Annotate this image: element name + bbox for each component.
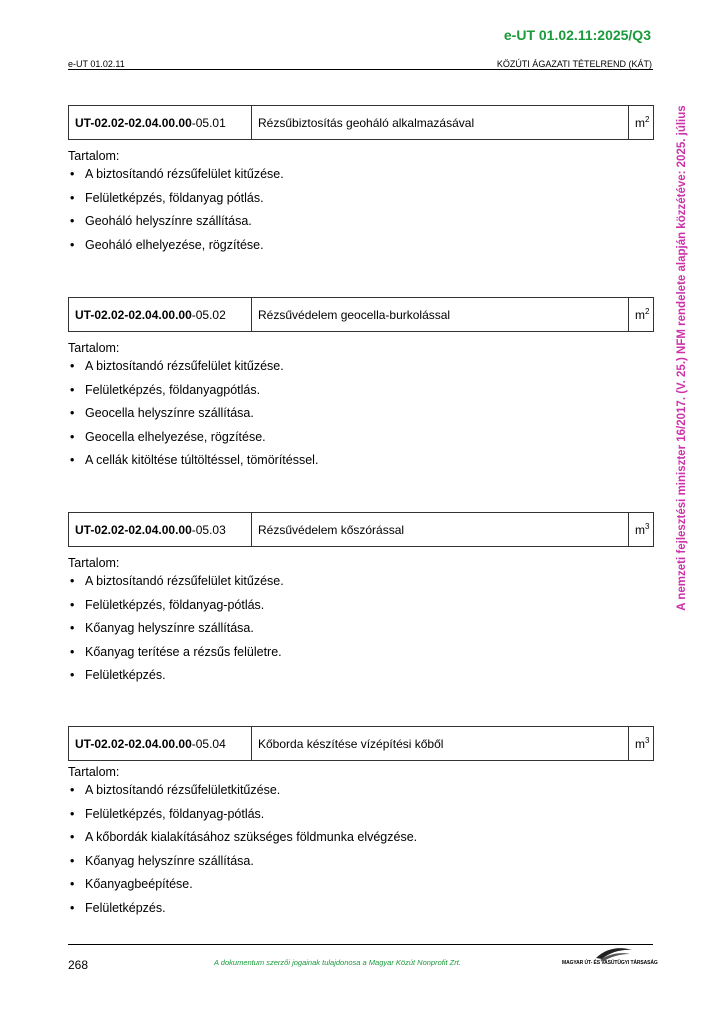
item-code-main: UT-02.02-02.04.00.00 xyxy=(75,736,192,751)
item-code xyxy=(69,106,252,140)
bullet-icon: • xyxy=(70,621,75,635)
header-left: e-UT 01.02.11 xyxy=(68,59,125,69)
organization-logo xyxy=(562,946,658,968)
bullet-icon: • xyxy=(70,853,75,868)
list-item xyxy=(68,379,654,403)
bullet-icon: • xyxy=(70,190,75,205)
list-item xyxy=(68,664,654,688)
content-label: Tartalom: xyxy=(68,765,120,779)
list-item-text: Felületképzés, földanyagpótlás. xyxy=(85,382,261,397)
list-item-text: Geoháló helyszínre szállítása. xyxy=(85,214,252,228)
unit-base: m xyxy=(635,737,645,751)
item-title: Rézsűbiztosítás geoháló alkalmazásával xyxy=(252,106,629,140)
list-item-text: A biztosítandó rézsűfelületkitűzése. xyxy=(85,783,281,797)
unit-base: m xyxy=(635,308,645,322)
item-code xyxy=(69,513,252,547)
bullet-icon: • xyxy=(70,359,75,373)
bullet-icon: • xyxy=(70,877,75,891)
item-unit xyxy=(629,298,654,332)
list-item-text: A biztosítandó rézsűfelület kitűzése. xyxy=(85,574,284,588)
header-divider xyxy=(68,69,653,70)
list-item xyxy=(68,187,654,211)
list-item-text: Felületképzés, földanyag pótlás. xyxy=(85,190,264,205)
item-code-main: UT-02.02-02.04.00.00 xyxy=(75,115,192,130)
item-code-suffix: -05.03 xyxy=(191,522,226,537)
item-code-main: UT-02.02-02.04.00.00 xyxy=(75,522,192,537)
item-code-suffix: -05.01 xyxy=(191,115,226,130)
unit-exponent: 3 xyxy=(645,736,650,745)
item-title: Rézsűvédelem geocella-burkolással xyxy=(252,298,629,332)
item-code-suffix: -05.04 xyxy=(191,736,226,751)
item-section xyxy=(68,297,654,473)
bullet-icon: • xyxy=(70,830,75,844)
item-section xyxy=(68,512,654,688)
list-item-text: A kőbordák kialakításához szükséges földmunka elvégzése. xyxy=(85,830,418,844)
unit-base: m xyxy=(635,116,645,130)
item-header-table xyxy=(68,297,654,332)
list-item-text: A biztosítandó rézsűfelület kitűzése. xyxy=(85,167,284,181)
list-item-text: Kőanyag terítése a rézsűs felületre. xyxy=(85,644,282,659)
bullet-icon: • xyxy=(70,597,75,612)
list-item xyxy=(68,402,654,426)
page-number: 268 xyxy=(68,958,89,972)
unit-base: m xyxy=(635,523,645,537)
item-code-main: UT-02.02-02.04.00.00 xyxy=(75,307,192,322)
list-item-text: A biztosítandó rézsűfelület kitűzése. xyxy=(85,359,284,373)
bullet-icon: • xyxy=(70,406,75,420)
list-item-text: Felületképzés, földanyag-pótlás. xyxy=(85,806,265,821)
list-item-text: Felületképzés. xyxy=(85,668,166,682)
bullet-icon: • xyxy=(70,214,75,228)
bullet-list xyxy=(68,570,654,688)
unit-exponent: 2 xyxy=(645,307,650,316)
item-title: Kőborda készítése vízépítési kőből xyxy=(252,727,629,761)
item-header-table xyxy=(68,726,654,761)
bullet-icon: • xyxy=(70,453,75,467)
item-section xyxy=(68,105,654,257)
list-item xyxy=(68,779,654,803)
side-publication-note: A nemzeti fejlesztési miniszter 16/2017. (V. 25.) NFM rendelete alapján közzétéve: 2025. július xyxy=(676,105,688,611)
bullet-icon: • xyxy=(70,382,75,397)
list-item xyxy=(68,826,654,850)
item-header-table xyxy=(68,105,654,140)
item-title: Rézsűvédelem kőszórással xyxy=(252,513,629,547)
content-label: Tartalom: xyxy=(68,556,120,570)
list-item-text: Felületképzés. xyxy=(85,900,166,915)
bullet-list xyxy=(68,779,654,920)
header-right: KÖZÚTI ÁGAZATI TÉTELREND (KÁT) xyxy=(496,59,652,69)
doc-code: e-UT 01.02.11:2025/Q3 xyxy=(503,27,651,43)
content-label: Tartalom: xyxy=(68,341,120,355)
item-code xyxy=(69,298,252,332)
list-item-text: A cellák kitöltése túltöltéssel, tömörítéssel. xyxy=(85,453,319,467)
bullet-icon: • xyxy=(70,900,75,915)
list-item-text: Geocella helyszínre szállítása. xyxy=(85,406,254,420)
list-item xyxy=(68,873,654,897)
footer-divider xyxy=(68,944,653,945)
unit-exponent: 3 xyxy=(645,522,650,531)
item-unit xyxy=(629,513,654,547)
list-item xyxy=(68,449,654,473)
list-item xyxy=(68,641,654,665)
content-label: Tartalom: xyxy=(68,149,120,163)
item-section xyxy=(68,726,654,920)
bullet-icon: • xyxy=(70,574,75,588)
list-item-text: Felületképzés, földanyag-pótlás. xyxy=(85,597,265,612)
bullet-icon: • xyxy=(70,167,75,181)
list-item xyxy=(68,803,654,827)
logo-text: MAGYAR ÚT- ÉS VASÚTÜGYI TÁRSASÁG xyxy=(562,960,658,966)
item-code-suffix: -05.02 xyxy=(191,307,226,322)
list-item-text: Kőanyag helyszínre szállítása. xyxy=(85,621,254,635)
bullet-icon: • xyxy=(70,429,75,444)
list-item xyxy=(68,234,654,258)
list-item xyxy=(68,570,654,594)
list-item-text: Geoháló elhelyezése, rögzítése. xyxy=(85,237,264,252)
bullet-icon: • xyxy=(70,806,75,821)
list-item xyxy=(68,617,654,641)
list-item xyxy=(68,163,654,187)
bullet-icon: • xyxy=(70,668,75,682)
bullet-icon: • xyxy=(70,644,75,659)
list-item xyxy=(68,850,654,874)
list-item xyxy=(68,210,654,234)
list-item-text: Geocella elhelyezése, rögzítése. xyxy=(85,429,266,444)
list-item-text: Kőanyag helyszínre szállítása. xyxy=(85,853,254,868)
bullet-list xyxy=(68,355,654,473)
item-unit xyxy=(629,106,654,140)
list-item xyxy=(68,355,654,379)
list-item-text: Kőanyagbeépítése. xyxy=(85,877,193,891)
item-header-table xyxy=(68,512,654,547)
item-unit xyxy=(629,727,654,761)
list-item xyxy=(68,594,654,618)
bullet-icon: • xyxy=(70,237,75,252)
item-code xyxy=(69,727,252,761)
list-item xyxy=(68,897,654,921)
copyright-note: A dokumentum szerzői jogainak tulajdonosa a Magyar Közút Nonprofit Zrt. xyxy=(214,958,461,967)
unit-exponent: 2 xyxy=(645,115,650,124)
bullet-icon: • xyxy=(70,783,75,797)
bullet-list xyxy=(68,163,654,257)
list-item xyxy=(68,426,654,450)
